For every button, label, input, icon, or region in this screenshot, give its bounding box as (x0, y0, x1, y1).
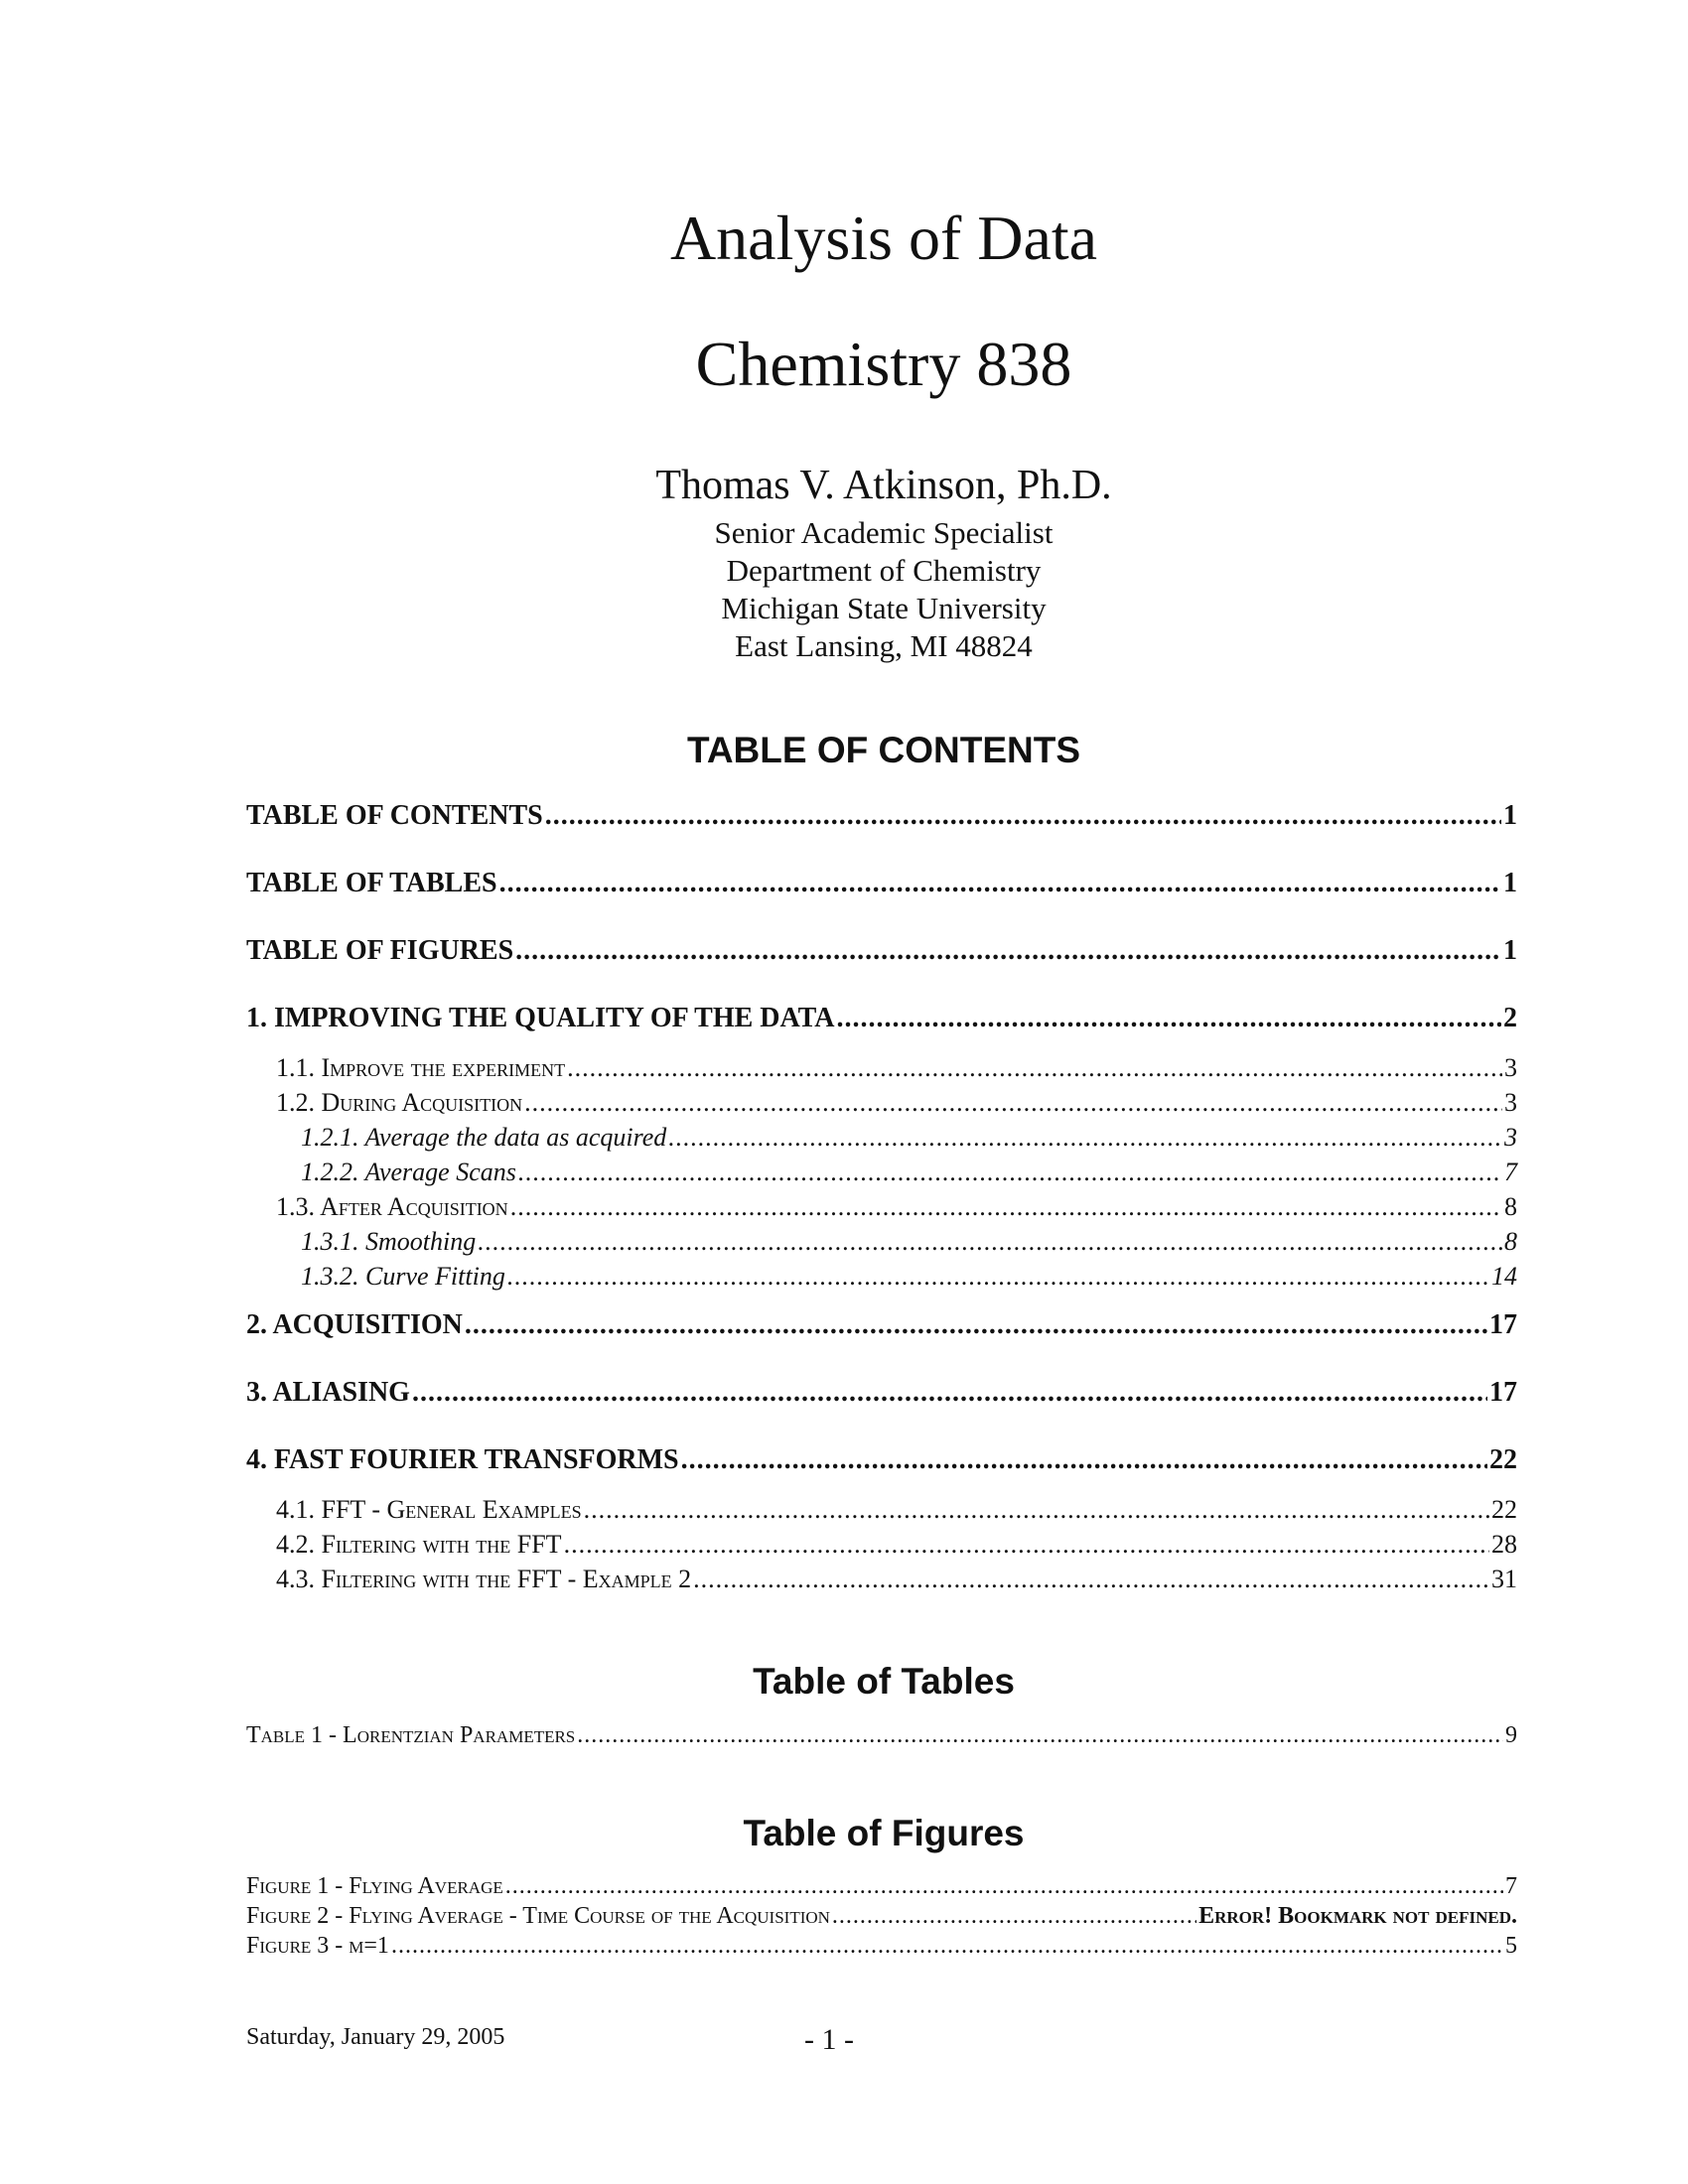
toc-entry[interactable] (301, 1125, 1517, 1151)
leader-dots (567, 1055, 1502, 1081)
toc-entry-label: 1.2.1. Average the data as acquired (301, 1123, 667, 1152)
table-entry-label: Table 1 - Lorentzian Parameters (246, 1722, 576, 1748)
toc-entry-page: 28 (1491, 1530, 1517, 1559)
toc-entry-label: 3. ALIASING (246, 1377, 410, 1408)
toc-entry[interactable] (246, 870, 1517, 897)
figure-entry-label: Figure 2 - Flying Average - Time Course of the Acquisition (246, 1903, 830, 1929)
toc-entry-page: 2 (1503, 1003, 1517, 1033)
toc-entry[interactable] (301, 1160, 1517, 1185)
leader-dots (681, 1446, 1487, 1474)
toc-entry[interactable] (246, 802, 1517, 830)
leader-dots (391, 1934, 1503, 1958)
leader-dots (564, 1532, 1489, 1558)
toc-entry-label: 1.1. Improve the experiment (276, 1053, 566, 1082)
footer-page-number: - 1 - (804, 2023, 854, 2056)
toc-entry[interactable] (246, 1379, 1517, 1407)
toc-entry-page: 1 (1503, 800, 1517, 831)
leader-dots (518, 1160, 1502, 1185)
toc-entry-label: 4. FAST FOURIER TRANSFORMS (246, 1444, 679, 1475)
toc-entry-page: 22 (1489, 1444, 1517, 1475)
leader-dots (584, 1497, 1489, 1523)
leader-dots (510, 1194, 1502, 1220)
toc-entry-label: 2. ACQUISITION (246, 1309, 463, 1340)
toc-entry-page: 31 (1491, 1565, 1517, 1593)
toc-entry-page: 3 (1504, 1088, 1517, 1117)
figure-entry-page: 5 (1505, 1933, 1517, 1959)
affiliation-line: Department of Chemistry (726, 553, 1042, 588)
toc-entry-label: 1. IMPROVING THE QUALITY OF THE DATA (246, 1003, 835, 1033)
toc-entry-label: 1.2.2. Average Scans (301, 1158, 516, 1186)
leader-dots (515, 937, 1501, 965)
table-entry-page: 9 (1505, 1722, 1517, 1748)
affiliation-line: Senior Academic Specialist (714, 515, 1054, 550)
toc-entry[interactable] (246, 937, 1517, 965)
toc-entry-page: 14 (1491, 1262, 1517, 1291)
toc-entry-page: 1 (1503, 935, 1517, 966)
figure-entry[interactable] (246, 1874, 1517, 1898)
toc-entry[interactable] (301, 1264, 1517, 1290)
toc-entry-label: 1.3.1. Smoothing (301, 1227, 477, 1256)
leader-dots (668, 1125, 1502, 1151)
leader-dots (499, 870, 1501, 897)
footer-date: Saturday, January 29, 2005 (246, 2024, 505, 2050)
leader-dots (478, 1229, 1502, 1255)
toc-entry[interactable] (276, 1090, 1517, 1116)
figure-entry-page: Error! Bookmark not defined. (1198, 1903, 1517, 1929)
toc-entry[interactable] (246, 1446, 1517, 1474)
toc-entry-label: 4.2. Filtering with the FFT (276, 1530, 562, 1559)
leader-dots (412, 1379, 1487, 1407)
document-title: Analysis of Data (669, 203, 1098, 273)
figure-entry[interactable] (246, 1904, 1517, 1928)
toc-entry-label: 1.3. After Acquisition (276, 1192, 508, 1221)
toc-entry-label: TABLE OF CONTENTS (246, 800, 543, 831)
figure-entry-page: 7 (1505, 1873, 1517, 1899)
figure-entry-label: Figure 1 - Flying Average (246, 1873, 503, 1899)
toc-entry-page: 7 (1504, 1158, 1517, 1186)
toc-entry-page: 17 (1489, 1309, 1517, 1340)
toc-entry-label: TABLE OF FIGURES (246, 935, 514, 966)
toc-entry[interactable] (276, 1194, 1517, 1220)
leader-dots (465, 1311, 1487, 1339)
toc-entry-page: 8 (1504, 1227, 1517, 1256)
leader-dots (577, 1723, 1503, 1747)
figure-entry[interactable] (246, 1934, 1517, 1958)
toc-entry[interactable] (276, 1532, 1517, 1558)
figures-heading: Table of Figures (743, 1813, 1025, 1853)
toc-entry-label: TABLE OF TABLES (246, 868, 497, 898)
toc-entry-label: 1.2. During Acquisition (276, 1088, 523, 1117)
toc-entry-page: 1 (1503, 868, 1517, 898)
affiliation-line: Michigan State University (721, 591, 1047, 625)
document-subtitle: Chemistry 838 (695, 329, 1072, 399)
toc-entry[interactable] (276, 1567, 1517, 1592)
toc-heading: TABLE OF CONTENTS (686, 730, 1080, 770)
toc-entry[interactable] (246, 1005, 1517, 1032)
leader-dots (832, 1904, 1196, 1928)
toc-entry-page: 8 (1504, 1192, 1517, 1221)
leader-dots (524, 1090, 1502, 1116)
leader-dots (505, 1874, 1503, 1898)
author-name: Thomas V. Atkinson, Ph.D. (655, 463, 1112, 508)
toc-entry-page: 3 (1504, 1053, 1517, 1082)
author-affiliation (0, 514, 1688, 665)
leader-dots (545, 802, 1501, 830)
tables-heading: Table of Tables (753, 1661, 1015, 1702)
affiliation-line: East Lansing, MI 48824 (735, 628, 1033, 663)
table-entry[interactable] (246, 1723, 1517, 1747)
toc-entry-label: 4.1. FFT - General Examples (276, 1495, 582, 1524)
toc-entry-label: 4.3. Filtering with the FFT - Example 2 (276, 1565, 692, 1593)
figure-entry-label: Figure 3 - m=1 (246, 1933, 389, 1959)
toc-entry-page: 3 (1504, 1123, 1517, 1152)
toc-entry[interactable] (276, 1055, 1517, 1081)
toc-entry[interactable] (246, 1311, 1517, 1339)
toc-entry-label: 1.3.2. Curve Fitting (301, 1262, 505, 1291)
leader-dots (693, 1567, 1489, 1592)
toc-entry[interactable] (301, 1229, 1517, 1255)
leader-dots (507, 1264, 1489, 1290)
leader-dots (836, 1005, 1501, 1032)
toc-entry-page: 22 (1491, 1495, 1517, 1524)
toc-entry-page: 17 (1489, 1377, 1517, 1408)
toc-entry[interactable] (276, 1497, 1517, 1523)
